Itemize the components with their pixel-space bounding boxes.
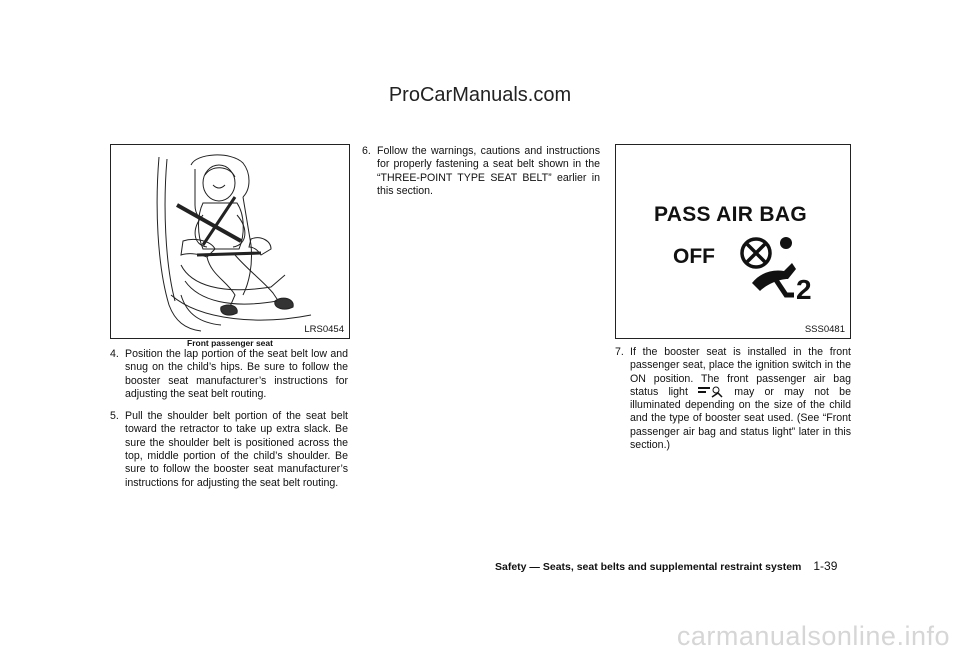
item-number: 5.	[110, 410, 119, 423]
column-middle	[362, 145, 600, 207]
footer-section-title: Safety — Seats, seat belts and supplemental restraint system	[495, 561, 802, 573]
page-number: 1-39	[813, 559, 838, 573]
figure-code: SSS0481	[804, 324, 845, 335]
list-item	[615, 346, 851, 452]
item-text: Position the lap portion of the seat belt low and snug on the child’s hips. Be sure to follow the booster seat manufacturer’s instructions for adjusting the seat belt routing.	[125, 348, 348, 400]
airbag-off-indicator-icon	[734, 233, 814, 303]
list-item	[110, 410, 348, 490]
watermark-top: ProCarManuals.com	[388, 84, 572, 106]
figure-caption: Front passenger seat	[187, 338, 273, 348]
item-text: Follow the warnings, cautions and instructions for properly fastening a seat belt shown in the “THREE-POINT TYPE SEAT BELT” earlier in this section.	[377, 145, 600, 197]
indicator-title: PASS AIR BAG	[654, 203, 807, 226]
column-right	[615, 346, 851, 461]
airbag-status-light-icon	[698, 386, 724, 398]
item-number: 4.	[110, 348, 119, 360]
child-booster-seat-illustration	[111, 145, 349, 338]
indicator-status: OFF	[673, 245, 715, 268]
svg-text:2: 2	[796, 274, 812, 303]
page-footer	[495, 559, 837, 573]
item-text	[630, 346, 851, 452]
item-number: 7.	[615, 346, 624, 358]
figure-pass-air-bag-off	[615, 144, 851, 339]
list-item	[362, 145, 600, 198]
item-text: Pull the shoulder belt portion of the seat belt toward the retractor to take up extra slack. Be sure the shoulder belt is positioned across the top, middle portion of the child’s shoulder. Be sure to follow the booster seat manufacturer’s instructions for adjusting the seat belt routing.	[125, 410, 348, 489]
column-left	[110, 348, 348, 499]
item-number: 6.	[362, 145, 371, 157]
item-text-after: may or may not be illuminated depending on the size of the child and the type of booster seat used. (See “Front passenger air bag and status light” later in this section.)	[630, 385, 851, 452]
watermark-bottom: carmanualsonline.info	[676, 621, 950, 651]
figure-code: LRS0454	[304, 324, 344, 335]
figure-booster-seat	[110, 144, 350, 339]
item-text-before: If the booster seat is installed in the front passenger seat, place the ignition switch in the ON position. The front passenger air bag status light	[630, 346, 851, 398]
list-item	[110, 348, 348, 401]
